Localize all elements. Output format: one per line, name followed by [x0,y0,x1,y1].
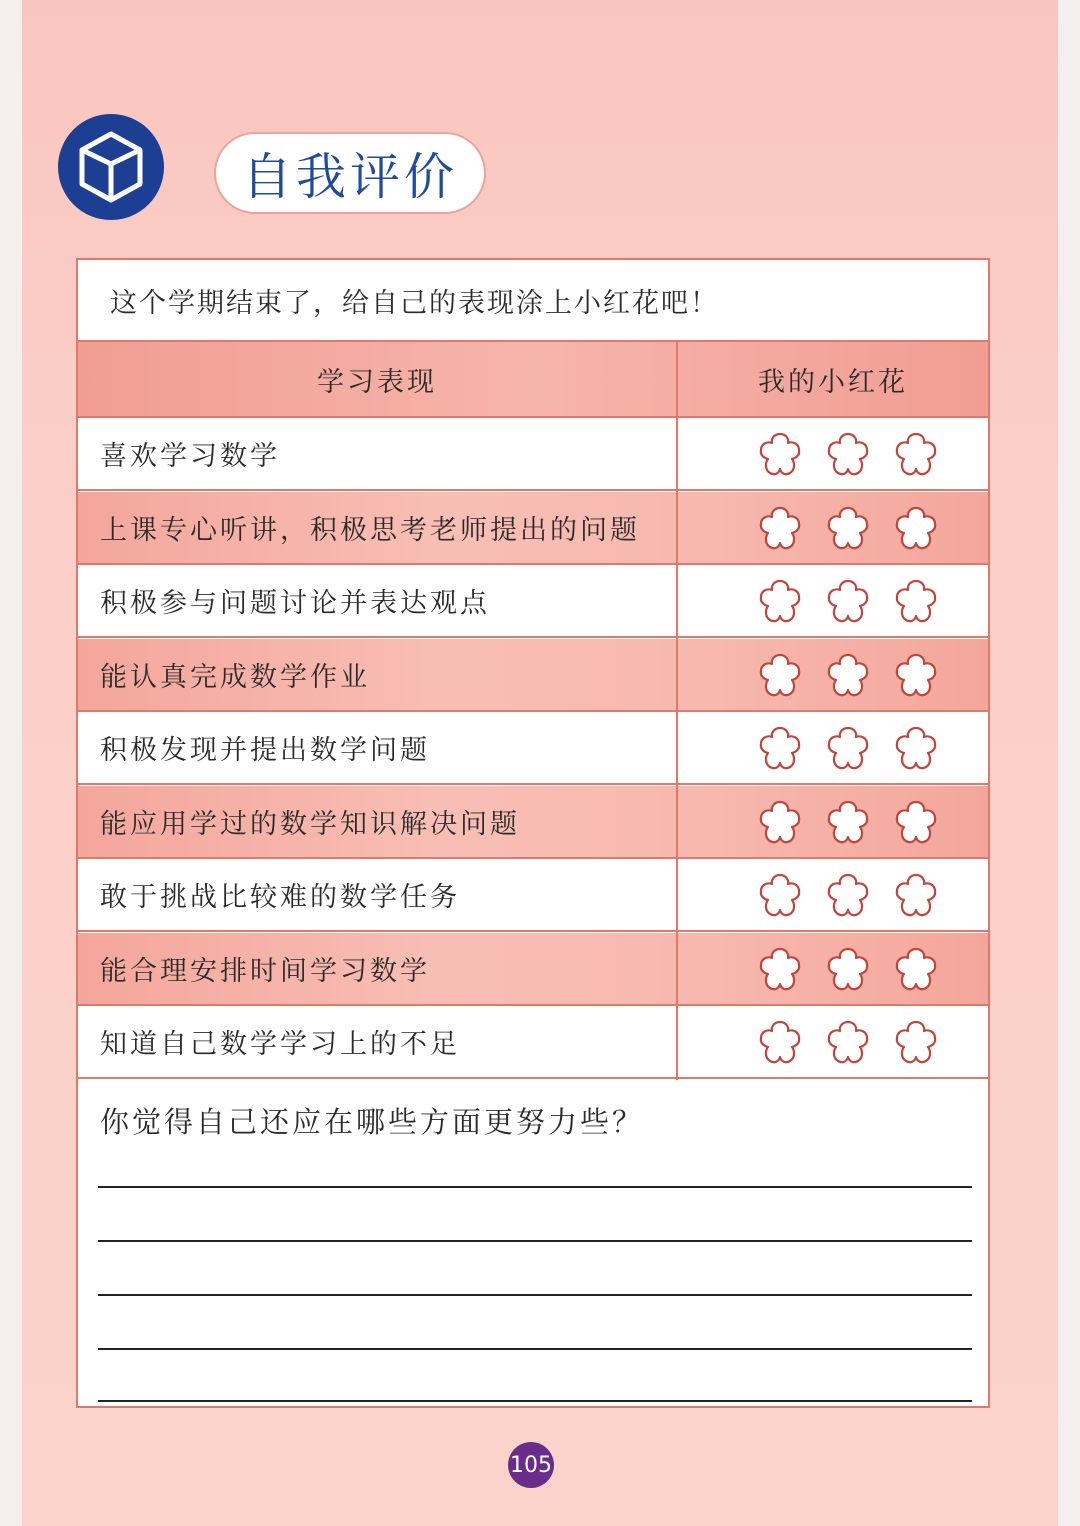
flower-outline-icon[interactable] [890,1016,942,1068]
answer-line[interactable] [98,1294,972,1296]
flower-outline-icon[interactable] [890,869,942,921]
answer-line[interactable] [98,1240,972,1242]
flower-outline-icon[interactable] [754,502,806,554]
performance-item-label: 积极参与问题讨论并表达观点 [100,588,490,619]
table-row [78,418,988,491]
header-performance: 学习表现 [317,366,437,398]
performance-item-label: 能合理安排时间学习数学 [100,955,430,987]
flower-group [754,428,954,480]
performance-item-label: 知道自己数学学习上的不足 [100,1029,460,1060]
flower-outline-icon[interactable] [822,1016,874,1068]
performance-item-label: 上课专心听讲，积极思考老师提出的问题 [100,514,640,546]
column-divider [676,342,678,1080]
flower-outline-icon[interactable] [822,575,874,627]
flower-outline-icon[interactable] [822,428,874,480]
performance-item-label: 敢于挑战比较难的数学任务 [100,882,460,913]
table-row [78,1006,988,1079]
table-row [78,786,988,859]
table-row [78,639,988,712]
flower-outline-icon[interactable] [822,649,874,701]
flower-outline-icon[interactable] [890,943,942,995]
flower-outline-icon[interactable] [822,796,874,848]
flower-outline-icon[interactable] [890,722,942,774]
flower-outline-icon[interactable] [754,1016,806,1068]
flower-outline-icon[interactable] [754,722,806,774]
flower-outline-icon[interactable] [754,575,806,627]
flower-outline-icon[interactable] [890,428,942,480]
performance-item-label: 能应用学过的数学知识解决问题 [100,808,520,840]
flower-outline-icon[interactable] [754,649,806,701]
answer-line[interactable] [98,1348,972,1350]
performance-item-label: 积极发现并提出数学问题 [100,735,430,766]
flower-group [754,796,954,848]
section-title: 自我评价 [242,148,458,206]
page-right-margin [1058,0,1080,1526]
table-row [78,492,988,565]
section-title-pill [214,132,486,214]
page-left-margin [0,0,22,1526]
flower-outline-icon[interactable] [754,796,806,848]
table-row [78,565,988,638]
performance-item-label: 能认真完成数学作业 [100,661,370,693]
flower-outline-icon[interactable] [890,796,942,848]
table-row [78,712,988,785]
flower-outline-icon[interactable] [754,943,806,995]
flower-outline-icon[interactable] [822,943,874,995]
flower-group [754,575,954,627]
flower-outline-icon[interactable] [890,649,942,701]
flower-outline-icon[interactable] [822,502,874,554]
performance-item-label: 喜欢学习数学 [100,441,280,472]
flower-group [754,722,954,774]
flower-group [754,649,954,701]
table-row [78,933,988,1006]
flower-outline-icon[interactable] [890,575,942,627]
table-row [78,859,988,932]
flower-outline-icon[interactable] [822,722,874,774]
table-intro: 这个学期结束了，给自己的表现涂上小红花吧！ [78,260,988,342]
self-evaluation-table [76,258,990,1408]
flower-group [754,869,954,921]
flower-outline-icon[interactable] [822,869,874,921]
flower-outline-icon[interactable] [890,502,942,554]
flower-group [754,943,954,995]
flower-outline-icon[interactable] [754,428,806,480]
page-number: 105 [508,1442,554,1488]
header-my-flowers: 我的小红花 [758,366,908,398]
answer-line[interactable] [98,1400,972,1402]
table-header-row [78,342,988,418]
flower-group [754,1016,954,1068]
cube-icon [58,114,164,220]
reflection-question: 你觉得自己还应在哪些方面更努力些？ [100,1105,645,1139]
flower-outline-icon[interactable] [754,869,806,921]
flower-group [754,502,954,554]
answer-line[interactable] [98,1186,972,1188]
